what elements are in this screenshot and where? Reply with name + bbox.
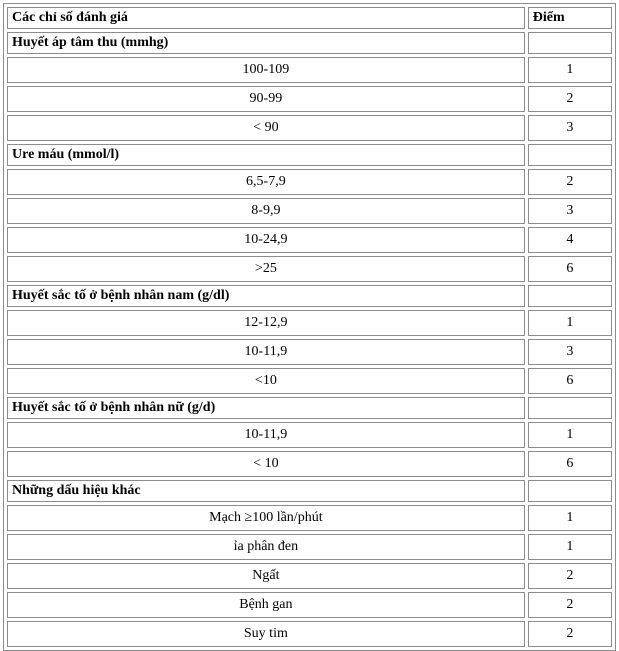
table-row bbox=[7, 86, 612, 112]
score-cell: 3 bbox=[528, 339, 612, 365]
group-row bbox=[7, 285, 612, 307]
group-score-empty bbox=[528, 32, 612, 54]
score-cell: 2 bbox=[528, 592, 612, 618]
score-cell: 3 bbox=[528, 115, 612, 141]
table-row bbox=[7, 339, 612, 365]
table-row bbox=[7, 57, 612, 83]
table-row bbox=[7, 227, 612, 253]
score-cell: 1 bbox=[528, 422, 612, 448]
criteria-cell: 90-99 bbox=[7, 86, 525, 112]
group-label: Huyết sắc tố ở bệnh nhân nam (g/dl) bbox=[7, 285, 525, 307]
table-row bbox=[7, 563, 612, 589]
criteria-cell: Bệnh gan bbox=[7, 592, 525, 618]
score-cell: 2 bbox=[528, 563, 612, 589]
table-row bbox=[7, 310, 612, 336]
group-score-empty bbox=[528, 144, 612, 166]
table-row bbox=[7, 198, 612, 224]
table-row bbox=[7, 422, 612, 448]
score-cell: 6 bbox=[528, 256, 612, 282]
group-row bbox=[7, 32, 612, 54]
table-row bbox=[7, 256, 612, 282]
table-row bbox=[7, 505, 612, 531]
criteria-cell: < 10 bbox=[7, 451, 525, 477]
group-row bbox=[7, 480, 612, 502]
group-label: Ure máu (mmol/l) bbox=[7, 144, 525, 166]
group-label: Huyết áp tâm thu (mmhg) bbox=[7, 32, 525, 54]
criteria-cell: >25 bbox=[7, 256, 525, 282]
header-row bbox=[7, 7, 612, 29]
table-row bbox=[7, 368, 612, 394]
score-cell: 1 bbox=[528, 57, 612, 83]
score-cell: 2 bbox=[528, 621, 612, 647]
table-row bbox=[7, 451, 612, 477]
table-row bbox=[7, 115, 612, 141]
criteria-cell: 12-12,9 bbox=[7, 310, 525, 336]
criteria-cell: 10-11,9 bbox=[7, 422, 525, 448]
criteria-cell: Ngất bbox=[7, 563, 525, 589]
criteria-cell: 100-109 bbox=[7, 57, 525, 83]
score-cell: 6 bbox=[528, 368, 612, 394]
score-table bbox=[3, 3, 616, 651]
criteria-cell: 10-11,9 bbox=[7, 339, 525, 365]
table-row bbox=[7, 621, 612, 647]
score-cell: 1 bbox=[528, 534, 612, 560]
score-cell: 2 bbox=[528, 169, 612, 195]
score-cell: 6 bbox=[528, 451, 612, 477]
group-score-empty bbox=[528, 397, 612, 419]
group-label: Huyết sắc tố ở bệnh nhân nữ (g/d) bbox=[7, 397, 525, 419]
group-score-empty bbox=[528, 285, 612, 307]
criteria-cell: Mạch ≥100 lần/phút bbox=[7, 505, 525, 531]
criteria-cell: 10-24,9 bbox=[7, 227, 525, 253]
table-body bbox=[7, 7, 612, 647]
score-cell: 2 bbox=[528, 86, 612, 112]
table-row bbox=[7, 169, 612, 195]
table-row bbox=[7, 592, 612, 618]
score-cell: 1 bbox=[528, 505, 612, 531]
score-cell: 3 bbox=[528, 198, 612, 224]
criteria-cell: < 90 bbox=[7, 115, 525, 141]
criteria-cell: 6,5-7,9 bbox=[7, 169, 525, 195]
criteria-cell: Suy tim bbox=[7, 621, 525, 647]
criteria-header: Các chỉ số đánh giá bbox=[7, 7, 525, 29]
group-row bbox=[7, 144, 612, 166]
criteria-cell: ỉa phân đen bbox=[7, 534, 525, 560]
criteria-cell: 8-9,9 bbox=[7, 198, 525, 224]
score-header: Điểm bbox=[528, 7, 612, 29]
table-row bbox=[7, 534, 612, 560]
group-row bbox=[7, 397, 612, 419]
group-label: Những dấu hiệu khác bbox=[7, 480, 525, 502]
criteria-cell: <10 bbox=[7, 368, 525, 394]
group-score-empty bbox=[528, 480, 612, 502]
score-cell: 1 bbox=[528, 310, 612, 336]
score-cell: 4 bbox=[528, 227, 612, 253]
